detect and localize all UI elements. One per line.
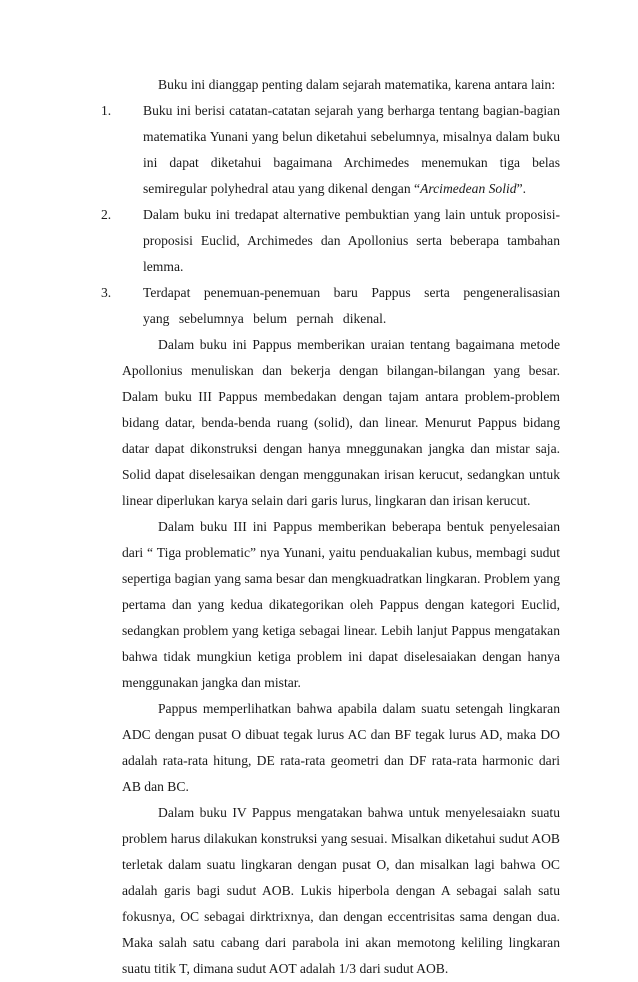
list-item-tail: ”.: [516, 181, 527, 196]
body-paragraph: Pappus memperlihatkan bahwa apabila dalam suatu setengah lingkaran ADC dengan pusat O dibuat tegak lurus AC dan BF tegak lurus AD, maka DO adalah rata-rata hitung, DE rata-rata geometri dan DF rata-rata harmonic dari AB dan BC.: [122, 701, 560, 794]
body-paragraph: Dalam buku ini Pappus memberikan uraian tentang bagaimana metode Apollonius menuliskan dan bekerja dengan bilangan-bilangan yang besar. Dalam buku III Pappus membedakan dengan tajam antara problem-problem bidang datar, benda-benda ruang (solid), dan linear. Menurut Pappus bidang datar dapat dikonstruksi dengan hanya mneggunakan jangka dan mistar saja. Solid dapat diselesaikan dengan menggunakan irisan kerucut, sedangkan untuk linear diperlukan karya selain dari garis lurus, lingkaran dan irisan kerucut.: [122, 337, 560, 508]
list-number: 2.: [101, 207, 112, 222]
intro-paragraph: Buku ini dianggap penting dalam sejarah matematika, karena antara lain:: [158, 77, 556, 92]
list-item-text: Buku ini berisi catatan-catatan sejarah yang berharga tentang bagian-bagian matematika Yunani yang belun diketahui sebelumnya, misalnya dalam buku ini dapat diketahui bagaimana Archimedes menemukan tiga belas semiregular polyhedral atau yang dikenal dengan “: [143, 103, 560, 196]
list-item: [101, 280, 560, 332]
list-number: 1.: [101, 103, 112, 118]
list-item-italic: Arcimedean Solid: [420, 181, 517, 196]
list-item-text: Dalam buku ini tredapat alternative pembuktian yang lain untuk proposisi-proposisi Euclid, Archimedes dan Apollonius serta beberapa tambahan lemma.: [143, 207, 560, 274]
list-item: [101, 202, 560, 280]
importance-list: [101, 98, 560, 332]
body-paragraph: Dalam buku III ini Pappus memberikan beberapa bentuk penyelesaian dari “ Tiga problematic” nya Yunani, yaitu penduakalian kubus, membagi sudut sepertiga bagian yang sama besar dan mengkuadratkan lingkaran. Problem yang pertama dan yang kedua dikategorikan oleh Pappus dengan kategori Euclid, sedangkan problem yang ketiga sebagai linear. Lebih lanjut Pappus mengatakan bahwa tidak mungkiun ketiga problem ini dapat diselesaiakan dengan hanya menggunakan jangka dan mistar.: [122, 519, 560, 690]
list-item-text: Terdapat penemuan-penemuan baru Pappus serta pengeneralisasian yang sebelumnya belum pernah dikenal.: [143, 285, 560, 326]
list-number: 3.: [101, 285, 112, 300]
page-body: [101, 72, 560, 982]
list-item: [101, 98, 560, 202]
body-paragraph: Dalam buku IV Pappus mengatakan bahwa untuk menyelesaiakn suatu problem harus dilakukan konstruksi yang sesuai. Misalkan diketahui sudut AOB terletak dalam suatu lingkaran dengan pusat O, dan misalkan lagi bahwa OC adalah garis bagi sudut AOB. Lukis hiperbola dengan A sebagai salah satu fokusnya, OC sebagai dirktrixnya, dan dengan eccentrisitas sama dengan dua. Maka salah satu cabang dari parabola ini akan memotong keliling lingkaran suatu titik T, dimana sudut AOT adalah 1/3 dari sudut AOB.: [122, 805, 560, 976]
